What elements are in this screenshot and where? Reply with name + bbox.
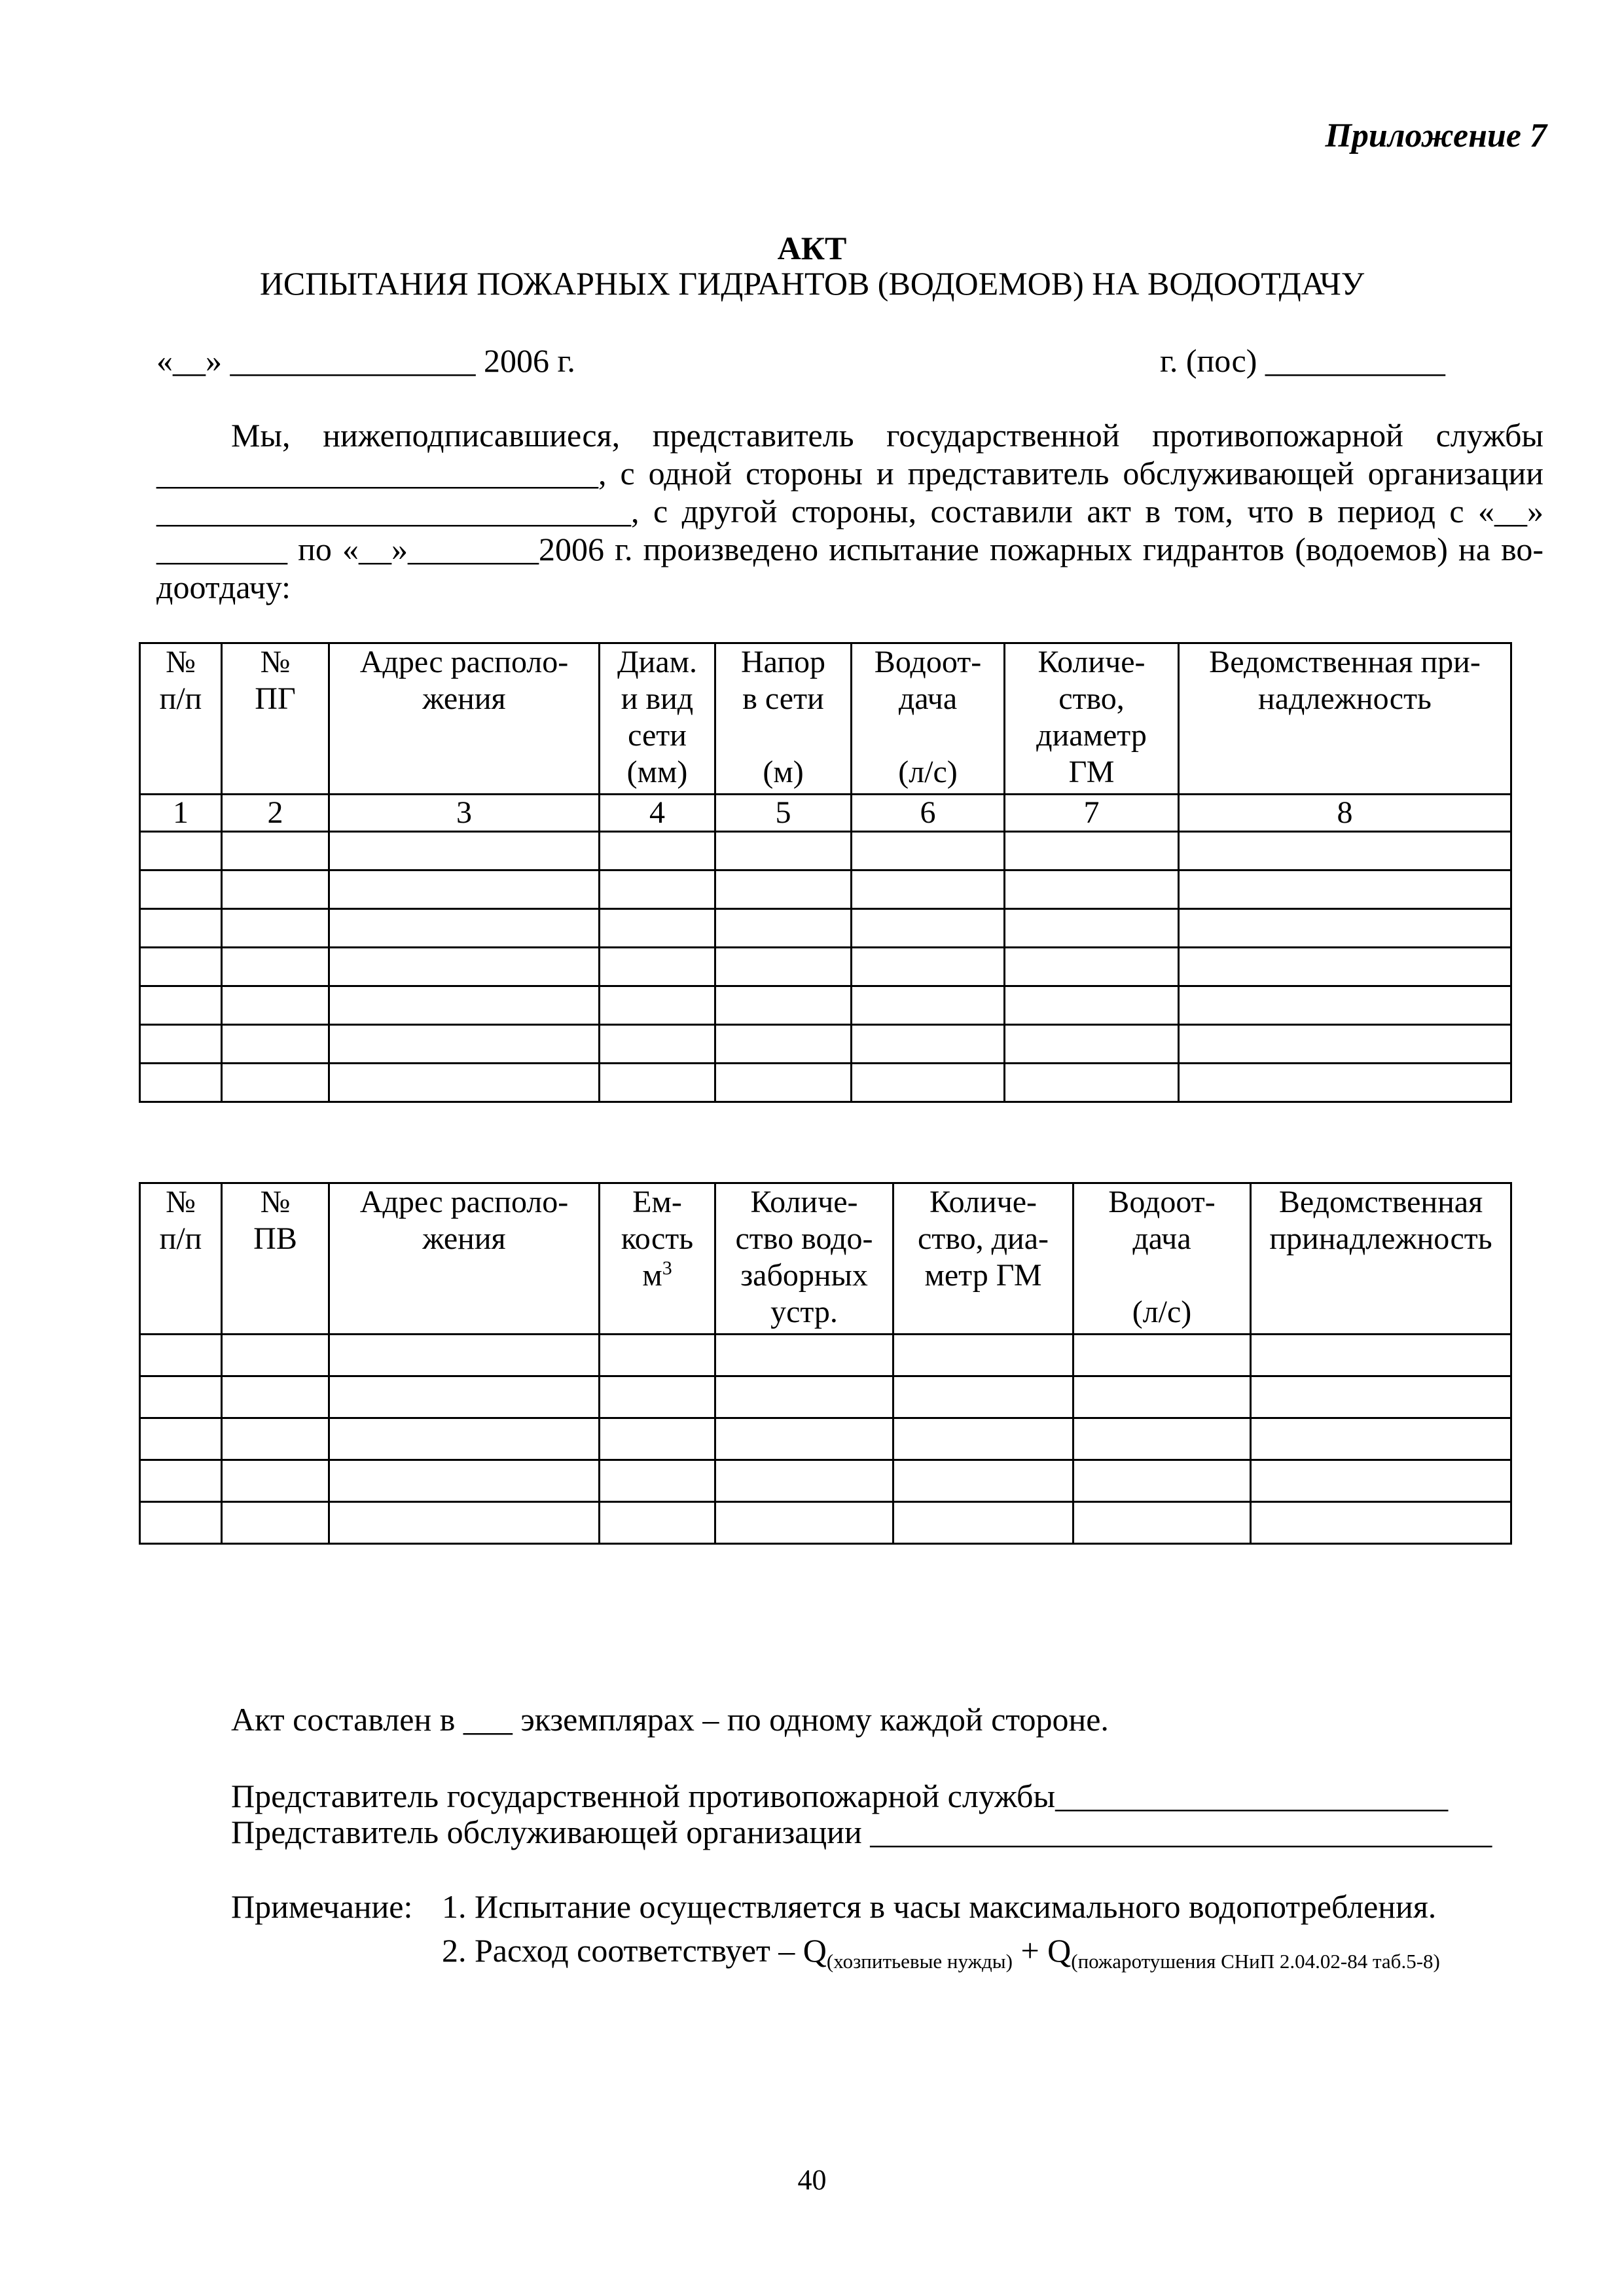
table-cell-input[interactable] (329, 909, 600, 948)
cubic-superscript: 3 (662, 1257, 672, 1279)
table-row (140, 909, 1511, 948)
note-item-2-sub2: (пожаротушения СНиП 2.04.02-84 таб.5-8) (1071, 1950, 1440, 1973)
table-cell-input[interactable] (140, 1064, 222, 1102)
note-label: Примечание: (231, 1888, 413, 1925)
column-header: № ПВ (222, 1183, 329, 1335)
table-cell-input[interactable] (1074, 1376, 1251, 1418)
note-item-2 (442, 1931, 1440, 1973)
table-cell-input[interactable] (140, 1025, 222, 1064)
table-cell-input[interactable] (600, 870, 715, 909)
column-number: 4 (600, 795, 715, 832)
table-cell-input[interactable] (1074, 1418, 1251, 1460)
service-org-representative-signature: Представитель обслуживающей организации ______________________________________ (231, 1814, 1492, 1850)
column-header: Адрес располо- жения (329, 643, 600, 795)
table-cell-input[interactable] (715, 1335, 893, 1376)
table-cell-input[interactable] (140, 832, 222, 870)
paragraph-line: доотдачу: (156, 569, 291, 605)
table-row (140, 1376, 1511, 1418)
table-cell-input[interactable] (1074, 1335, 1251, 1376)
hydrants-table (139, 642, 1512, 1103)
table-cell-input[interactable] (600, 1025, 715, 1064)
column-header: Количе- ство, диа- метр ГМ (893, 1183, 1074, 1335)
table-cell-input[interactable] (222, 832, 329, 870)
note-item-2-sub1: (хозпитьевые нужды) (826, 1950, 1013, 1973)
table-row (140, 1418, 1511, 1460)
column-header: Водоот- дача (л/с) (1074, 1183, 1251, 1335)
paragraph-line: ___________________________, с одной стороны и представитель обслуживающей организации (156, 455, 1543, 492)
table-cell-input[interactable] (1005, 909, 1179, 948)
column-number: 2 (222, 795, 329, 832)
column-header: Количе- ство, диаметр ГМ (1005, 643, 1179, 795)
column-header: Ведомственная принадлежность (1251, 1183, 1511, 1335)
table-row (140, 1335, 1511, 1376)
column-header: № п/п (140, 1183, 222, 1335)
table-cell-input[interactable] (222, 1335, 329, 1376)
table-cell-input[interactable] (600, 1376, 715, 1418)
table-cell-input[interactable] (715, 909, 852, 948)
table-cell-input[interactable] (600, 1064, 715, 1102)
table-cell-input[interactable] (1179, 1064, 1511, 1102)
table-cell-input[interactable] (329, 832, 600, 870)
table-cell-input[interactable] (1005, 1025, 1179, 1064)
copies-statement: Акт составлен в ___ экземплярах – по одному каждой стороне. (231, 1701, 1109, 1738)
table-cell-input[interactable] (140, 986, 222, 1025)
column-number-row (140, 795, 1511, 832)
table-row (140, 986, 1511, 1025)
table-cell-input[interactable] (715, 986, 852, 1025)
table-row (140, 870, 1511, 909)
table-cell-input[interactable] (893, 1502, 1074, 1544)
table-cell-input[interactable] (222, 1460, 329, 1502)
table-cell-input[interactable] (329, 1418, 600, 1460)
table-cell-input[interactable] (222, 1418, 329, 1460)
table-cell-input[interactable] (1179, 1025, 1511, 1064)
table-cell-input[interactable] (329, 1064, 600, 1102)
table-cell-input[interactable] (600, 1502, 715, 1544)
table-cell-input[interactable] (600, 1335, 715, 1376)
table-cell-input[interactable] (329, 1460, 600, 1502)
appendix-label: Приложение 7 (1325, 117, 1547, 154)
table-cell-input[interactable] (1179, 909, 1511, 948)
table-cell-input[interactable] (893, 1460, 1074, 1502)
table-cell-input[interactable] (600, 1460, 715, 1502)
column-number: 1 (140, 795, 222, 832)
table-cell-input[interactable] (1251, 1335, 1511, 1376)
column-header: Диам. и вид сети (мм) (600, 643, 715, 795)
table-cell-input[interactable] (600, 909, 715, 948)
fire-service-representative-signature: Представитель государственной противопожарной службы________________________ (231, 1778, 1449, 1814)
table-cell-input[interactable] (329, 870, 600, 909)
header-row (140, 1183, 1511, 1335)
column-header: Ем- кость $м^3$ (600, 1183, 715, 1335)
table-cell-input[interactable] (600, 832, 715, 870)
column-number: 7 (1005, 795, 1179, 832)
table-cell-input[interactable] (715, 1460, 893, 1502)
table-cell-input[interactable] (600, 1418, 715, 1460)
table-cell-input[interactable] (893, 1376, 1074, 1418)
table-cell-input[interactable] (715, 870, 852, 909)
page-number: 40 (797, 2164, 827, 2196)
table-cell-input[interactable] (1074, 1460, 1251, 1502)
column-header: № ПГ (222, 643, 329, 795)
table-cell-input[interactable] (222, 986, 329, 1025)
table-cell-input[interactable] (140, 909, 222, 948)
table-cell-input[interactable] (140, 1335, 222, 1376)
table-cell-input[interactable] (1251, 1376, 1511, 1418)
column-number: 5 (715, 795, 852, 832)
table-cell-input[interactable] (715, 1502, 893, 1544)
table-cell-input[interactable] (852, 1025, 1005, 1064)
table-cell-input[interactable] (329, 1335, 600, 1376)
city-field: г. (пос) ___________ (1160, 342, 1445, 379)
table-cell-input[interactable] (140, 948, 222, 986)
document-title: АКТ (777, 230, 847, 266)
column-header: № п/п (140, 643, 222, 795)
column-header: Ведомственная при- надлежность (1179, 643, 1511, 795)
paragraph-line: _____________________________, с другой стороны, составили акт в том, что в период с «__» (156, 493, 1543, 529)
table-cell-input[interactable] (1005, 1064, 1179, 1102)
table-cell-input[interactable] (222, 870, 329, 909)
table-cell-input[interactable] (222, 1025, 329, 1064)
note-item-2-plus: + Q (1012, 1932, 1072, 1969)
paragraph-line: Мы, нижеподписавшиеся, представитель государственной противопожарной службы (231, 417, 1543, 454)
note-item-1: 1. Испытание осуществляется в часы максимального водопотребления. (442, 1888, 1437, 1925)
note-item-2-text: 2. Расход соответствует – Q (442, 1932, 827, 1969)
paragraph-line: ________ по «__»________2006 г. произведено испытание пожарных гидрантов (водоемов) на во- (156, 531, 1543, 567)
header-row (140, 643, 1511, 795)
table-row (140, 1460, 1511, 1502)
table-cell-input[interactable] (852, 948, 1005, 986)
table-cell-input[interactable] (1005, 870, 1179, 909)
table-cell-input[interactable] (1074, 1502, 1251, 1544)
table-cell-input[interactable] (852, 986, 1005, 1025)
table-cell-input[interactable] (715, 832, 852, 870)
column-header: Водоот- дача (л/с) (852, 643, 1005, 795)
table-cell-input[interactable] (222, 1502, 329, 1544)
table-cell-input[interactable] (1005, 986, 1179, 1025)
table-cell-input[interactable] (852, 1064, 1005, 1102)
table-cell-input[interactable] (852, 909, 1005, 948)
table-cell-input[interactable] (1179, 832, 1511, 870)
column-header: Напор в сети (м) (715, 643, 852, 795)
document-subtitle: ИСПЫТАНИЯ ПОЖАРНЫХ ГИДРАНТОВ (ВОДОЕМОВ) НА ВОДООТДАЧУ (259, 265, 1365, 302)
table-cell-input[interactable] (329, 1502, 600, 1544)
table-row (140, 1064, 1511, 1102)
table-cell-input[interactable] (715, 948, 852, 986)
table-cell-input[interactable] (140, 1502, 222, 1544)
reservoirs-table (139, 1182, 1512, 1545)
column-number: 3 (329, 795, 600, 832)
table-row (140, 1502, 1511, 1544)
table-cell-input[interactable] (852, 832, 1005, 870)
table-cell-input[interactable] (600, 986, 715, 1025)
table-cell-input[interactable] (140, 1460, 222, 1502)
table-cell-input[interactable] (1179, 948, 1511, 986)
table-cell-input[interactable] (715, 1064, 852, 1102)
column-header: Адрес располо- жения (329, 1183, 600, 1335)
column-number: 6 (852, 795, 1005, 832)
table-cell-input[interactable] (329, 948, 600, 986)
table-cell-input[interactable] (222, 1064, 329, 1102)
table-cell-input[interactable] (1251, 1418, 1511, 1460)
table-cell-input[interactable] (1005, 832, 1179, 870)
table-cell-input[interactable] (715, 1025, 852, 1064)
table-cell-input[interactable] (329, 1025, 600, 1064)
table-cell-input[interactable] (1179, 986, 1511, 1025)
table-cell-input[interactable] (852, 870, 1005, 909)
column-header: Количе- ство водо- заборных устр. (715, 1183, 893, 1335)
table-cell-input[interactable] (1179, 870, 1511, 909)
table-cell-input[interactable] (222, 909, 329, 948)
table-cell-input[interactable] (140, 1418, 222, 1460)
table-cell-input[interactable] (715, 1418, 893, 1460)
table-cell-input[interactable] (600, 948, 715, 986)
table-cell-input[interactable] (329, 986, 600, 1025)
table-cell-input[interactable] (893, 1418, 1074, 1460)
intro-paragraph (156, 416, 1543, 606)
table-row (140, 1025, 1511, 1064)
table-cell-input[interactable] (329, 1376, 600, 1418)
table-cell-input[interactable] (140, 1376, 222, 1418)
table-cell-input[interactable] (893, 1335, 1074, 1376)
table-cell-input[interactable] (1251, 1460, 1511, 1502)
table-cell-input[interactable] (222, 948, 329, 986)
table-row (140, 832, 1511, 870)
column-number: 8 (1179, 795, 1511, 832)
table-cell-input[interactable] (1251, 1502, 1511, 1544)
table-cell-input[interactable] (222, 1376, 329, 1418)
table-cell-input[interactable] (1005, 948, 1179, 986)
table-cell-input[interactable] (715, 1376, 893, 1418)
table-row (140, 948, 1511, 986)
table-cell-input[interactable] (140, 870, 222, 909)
date-field: «__» _______________ 2006 г. (156, 342, 575, 379)
